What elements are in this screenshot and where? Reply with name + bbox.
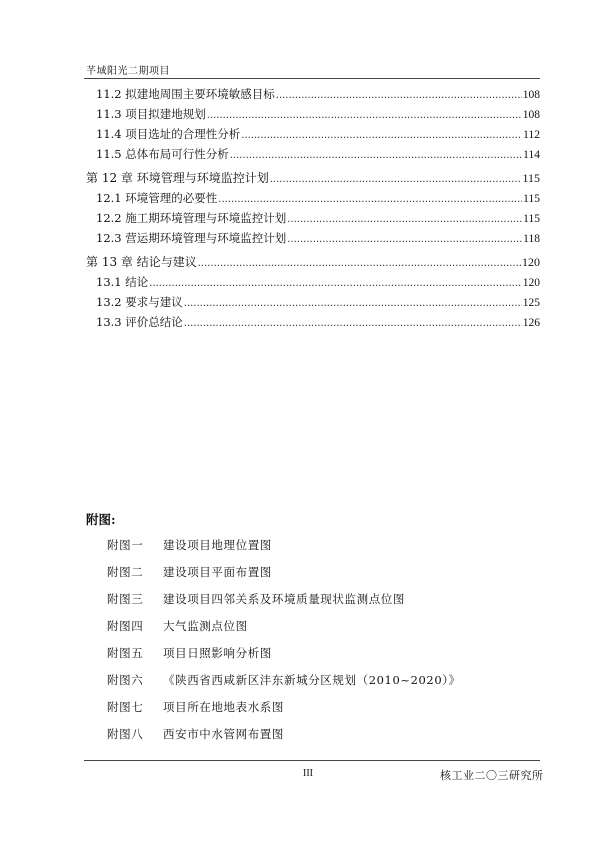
appendix-item-title: 建设项目四邻关系及环境质量现状监测点位图 xyxy=(163,592,405,606)
toc-chapter-entry xyxy=(86,253,540,274)
toc-leader-dots xyxy=(230,150,522,161)
toc-entry-title: 11.3 项目拟建地规划 xyxy=(96,107,206,121)
toc-leader-dots xyxy=(287,214,522,225)
toc-entry-title: 12.1 环境管理的必要性 xyxy=(96,191,218,205)
appendix-item xyxy=(107,699,461,726)
toc-page-number: 125 xyxy=(522,297,540,309)
toc-entry-title: 11.4 项目选址的合理性分析 xyxy=(96,127,241,141)
appendix-item-title: 项目日照影响分析图 xyxy=(163,646,272,660)
toc-page-number: 115 xyxy=(523,193,540,205)
table-of-contents xyxy=(86,86,540,334)
appendix-item-label: 附图三 xyxy=(107,592,144,606)
toc-entry-title: 13.3 评价总结论 xyxy=(96,315,183,329)
toc-entry-title: 12.3 营运期环境管理与环境监控计划 xyxy=(96,231,287,245)
toc-entry-title: 第 12 章 环境管理与环境监控计划 xyxy=(86,171,269,185)
appendix-item-label: 附图一 xyxy=(107,538,144,552)
toc-entry-title: 12.2 施工期环境管理与环境监控计划 xyxy=(96,211,287,225)
toc-section-entry xyxy=(86,294,540,314)
appendix-item xyxy=(107,672,461,699)
toc-page-number: 108 xyxy=(522,89,540,101)
toc-page-number: 108 xyxy=(522,109,540,121)
footer-divider xyxy=(84,760,540,761)
toc-section-entry xyxy=(86,230,540,250)
toc-entry-title: 11.2 拟建地周围主要环境敏感目标 xyxy=(96,87,275,101)
toc-entry-title: 13.1 结论 xyxy=(96,275,149,289)
toc-page-number: 114 xyxy=(523,149,540,161)
appendix-heading: 附图: xyxy=(86,512,116,527)
appendix-item xyxy=(107,618,461,645)
toc-section-entry xyxy=(86,86,540,106)
toc-section-entry xyxy=(86,210,540,230)
appendix-item xyxy=(107,726,461,753)
header-divider xyxy=(84,78,540,79)
appendix-item-label: 附图六 xyxy=(107,673,144,687)
toc-leader-dots xyxy=(276,90,522,101)
toc-page-number: 126 xyxy=(522,317,540,329)
toc-section-entry xyxy=(86,126,540,146)
toc-entry-title: 13.2 要求与建议 xyxy=(96,295,183,309)
toc-leader-dots xyxy=(241,130,522,141)
toc-leader-dots xyxy=(149,278,521,289)
toc-section-entry xyxy=(86,146,540,166)
toc-page-number: 115 xyxy=(523,213,540,225)
appendix-item-label: 附图二 xyxy=(107,565,144,579)
toc-section-entry xyxy=(86,190,540,210)
toc-section-entry xyxy=(86,106,540,126)
appendix-item-label: 附图五 xyxy=(107,646,144,660)
appendix-item-label: 附图七 xyxy=(107,700,144,714)
appendix-list xyxy=(107,537,461,753)
appendix-item xyxy=(107,591,461,618)
appendix-item-title: 西安市中水管网布置图 xyxy=(163,727,284,741)
toc-leader-dots xyxy=(207,110,522,121)
toc-leader-dots xyxy=(184,318,522,329)
toc-chapter-entry xyxy=(86,169,540,190)
toc-page-number: 120 xyxy=(522,255,540,269)
appendix-item xyxy=(107,564,461,591)
toc-leader-dots xyxy=(287,234,522,245)
appendix-item-label: 附图四 xyxy=(107,619,144,633)
toc-leader-dots xyxy=(218,194,522,205)
toc-entry-title: 11.5 总体布局可行性分析 xyxy=(96,147,229,161)
toc-leader-dots xyxy=(270,174,522,185)
appendix-item-title: 项目所在地地表水系图 xyxy=(163,700,284,714)
appendix-item-title: 建设项目平面布置图 xyxy=(163,565,272,579)
appendix-item-title: 《陕西省西咸新区沣东新城分区规划（2010~2020）》 xyxy=(163,673,461,687)
appendix-item-title: 大气监测点位图 xyxy=(163,619,248,633)
toc-section-entry xyxy=(86,314,540,334)
toc-section-entry xyxy=(86,274,540,294)
appendix-item xyxy=(107,537,461,564)
toc-page-number: 115 xyxy=(522,171,540,185)
appendix-item-label: 附图八 xyxy=(107,727,144,741)
toc-leader-dots xyxy=(198,258,521,269)
footer-organization: 核工业二〇三研究所 xyxy=(440,769,544,782)
toc-page-number: 120 xyxy=(522,277,540,289)
toc-page-number: 118 xyxy=(523,233,540,245)
page-number: III xyxy=(303,768,313,779)
appendix-item-title: 建设项目地理位置图 xyxy=(163,538,272,552)
toc-entry-title: 第 13 章 结论与建议 xyxy=(86,255,197,269)
running-header: 芊域阳光二期项目 xyxy=(86,66,170,77)
toc-leader-dots xyxy=(184,298,522,309)
appendix-item xyxy=(107,645,461,672)
toc-page-number: 112 xyxy=(523,129,540,141)
